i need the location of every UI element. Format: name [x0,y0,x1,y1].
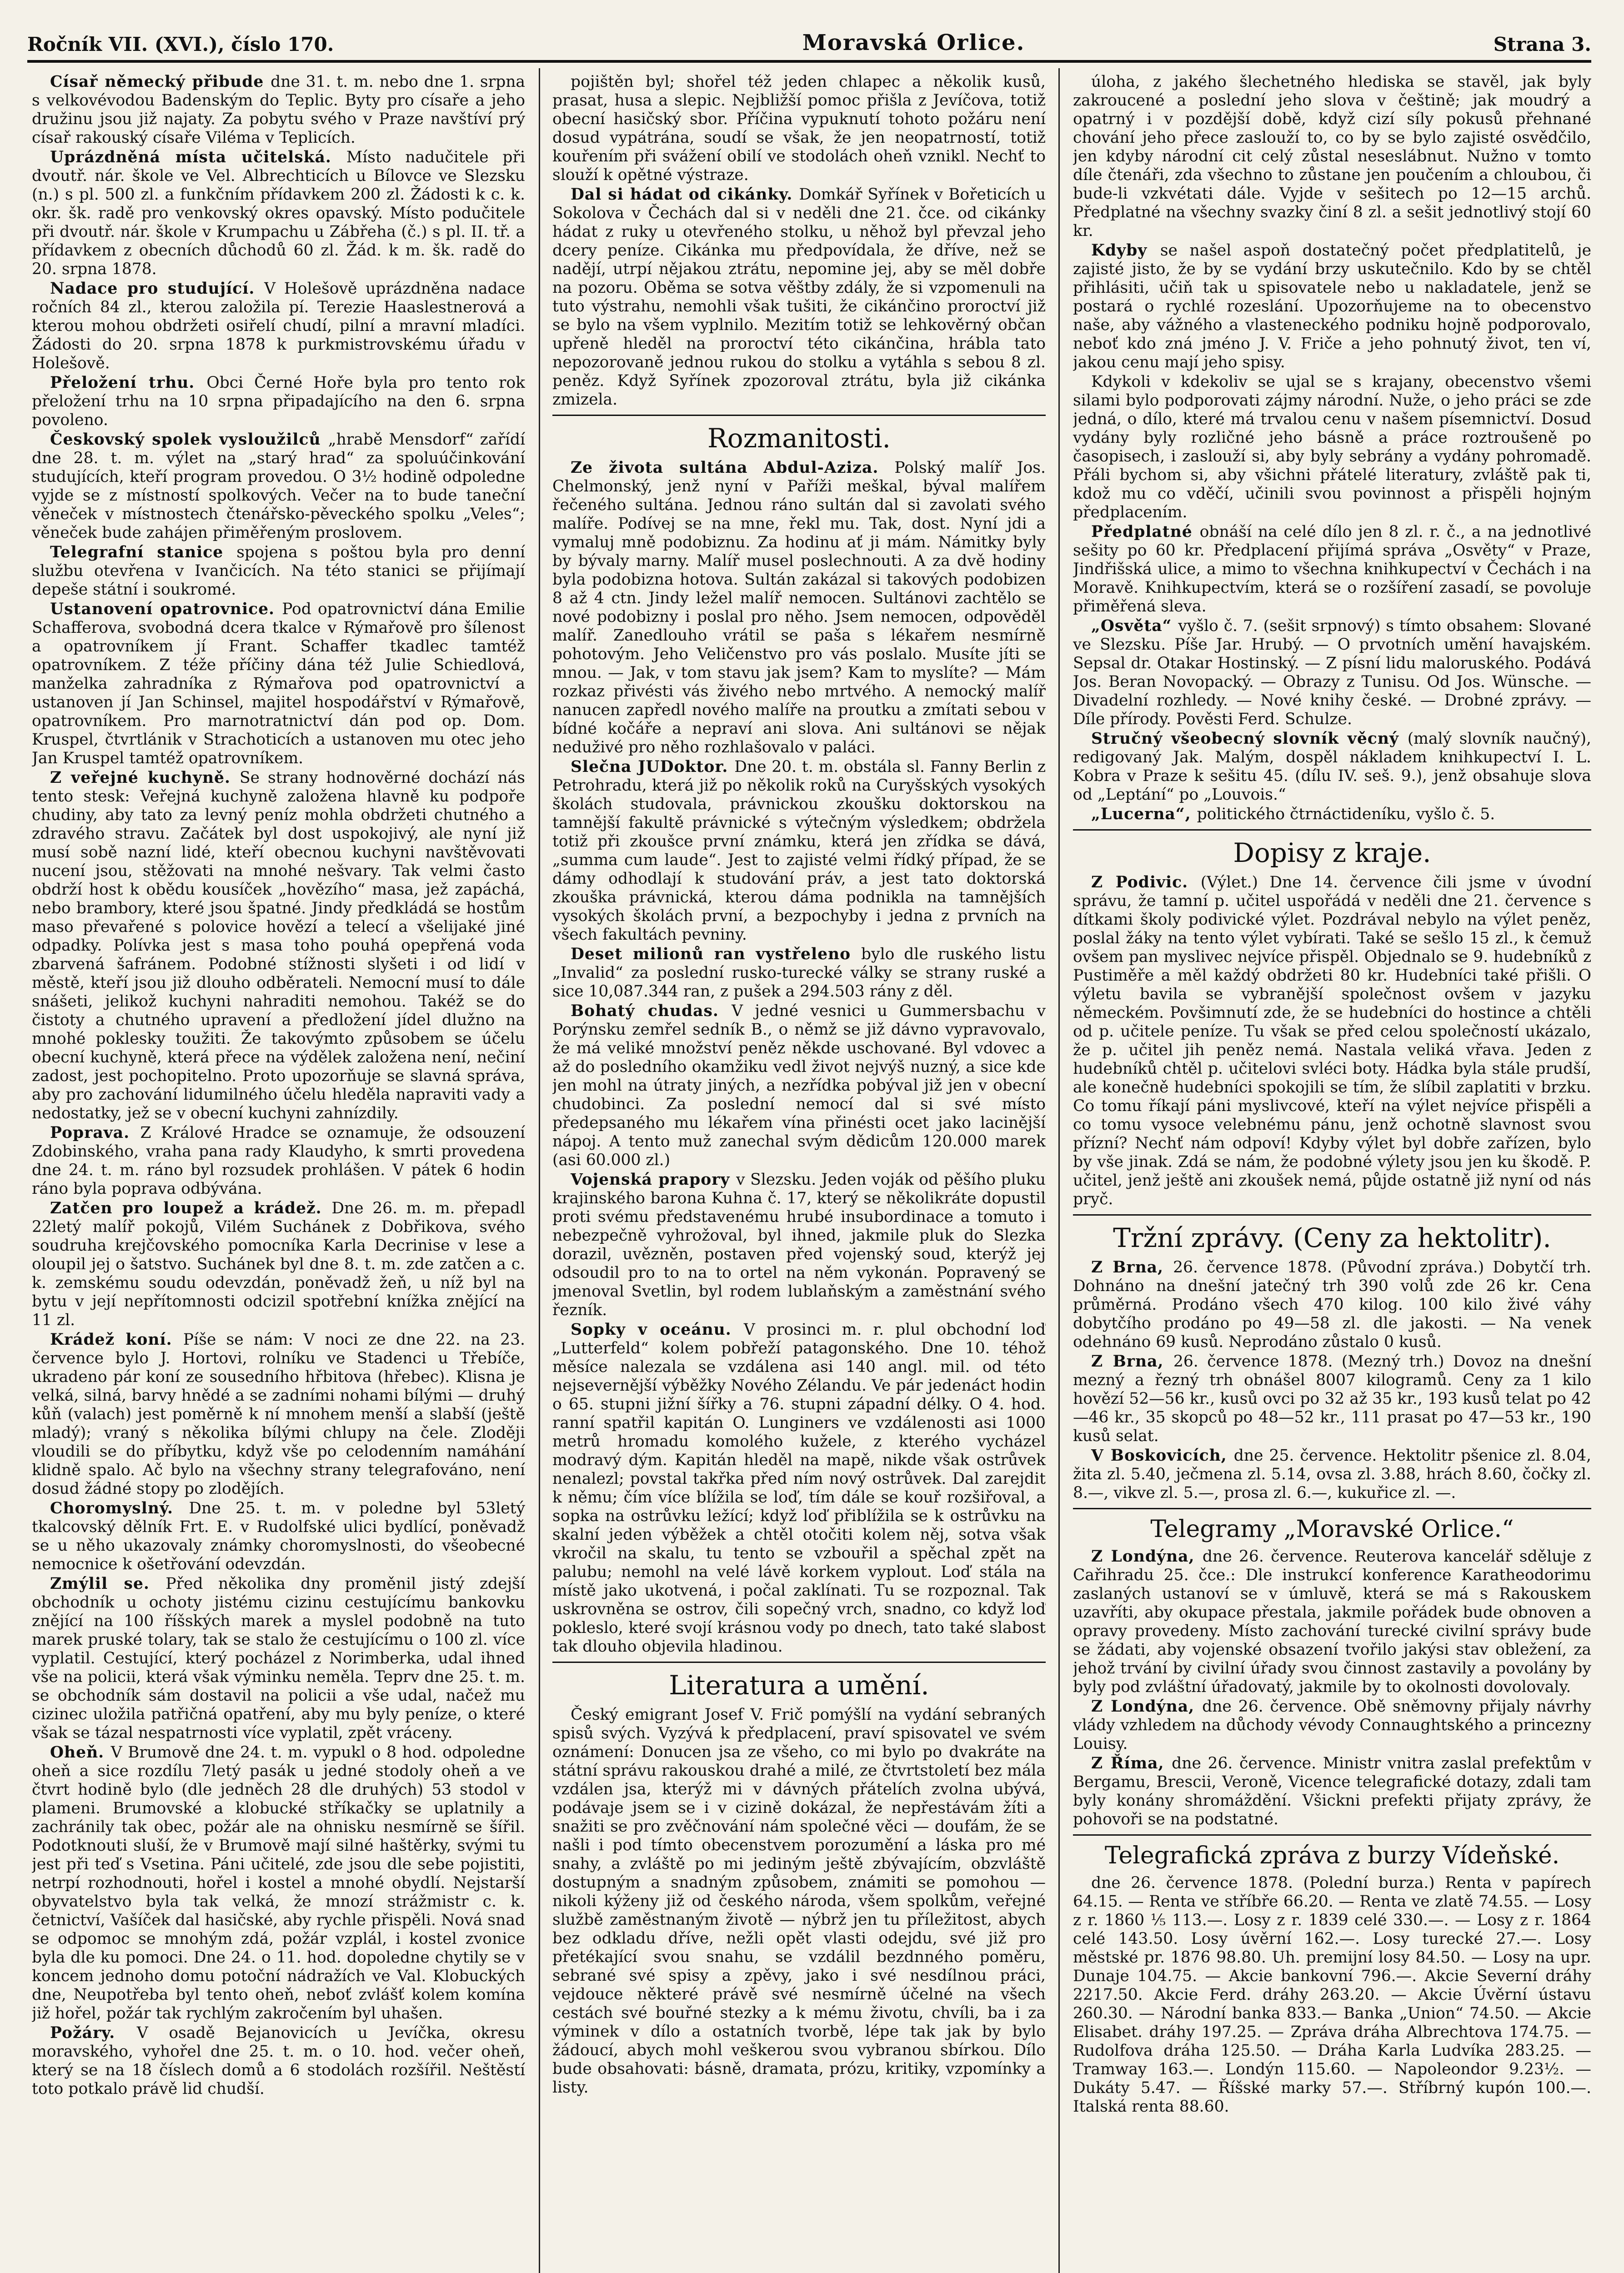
article-text: bylo dle ruského listu „Invalid“ za poslední rusko-turecké války se strany ruské a sice 10,087.344 ran, z pušek a 294.503 rány z děl. [552,945,1046,1001]
column-3 [1073,73,1591,2273]
article-text: Domkář Syřínek v Bořeticích u Sokolova v Čechách dal si v neděli dne 21. čce. od cikánky hádat z ruky u otevřeného stolku, u něhož byl převzal jeho dcery peníze. Cikánka mu předpovídala, že dříve, než se nadějí, utrpí nějakou ztrátu, nepomine jej, aby se měl dobře na pozoru. Oběma se sotva věštby zdály, že si vzpomenuli na tuto výstrahu, nemohli však tušiti, že cikánčino proroctví již se bylo na všem vyplnilo. Mezitím totiž se lehkověrný občan upřeně hleděl na proroctví této cikánčina, hrábla tato nepozorovaně jednou rukou do stolku a vytáhla s sebou 8 zl. peněz. Když Syřínek zpozoroval ztrátu, byla již cikánka zmizela. [552,185,1046,409]
masthead-rule [27,60,1591,63]
article-text: Polský malíř Jos. Chelmonský, jenž nyní v Paříži meškal, býval malířem řečeného sultána. Jednou ráno sultán dal si zavolati svého malíře. Podívej se na mne, řekl mu. Tak, dost. Nyní jdi a vymaluj mně podobiznu. Za hodinu ať ji mám. Námitky byly by bývaly marny. Malíř musel poslechnouti. A za dvě hodiny byla podobizna hotova. Sultán zakázal si takových podobizen 8 až 4 ctn. Jindy ležel malíř nemocen. Sultánovi zachtělo se nové podobizny i poslal pro něho. Jsem nemocen, odpověděl malíř. Zanedlouho vrátil se paša s lékařem nesmírně pohotovým. Jeho Veličenstvo pro vás poslalo. Musíte jíti se mnou. — Jak, v tom stavu jak jsem? Kam to myslíte? — Mám rozkaz přivésti vás živého nebo mrtvého. A nemocký malíř nanucen zapředl nového malíře na proutku a zmítati sebou v bídné kočáře a nepraví ani slova. Ani sultánovi se nějak neduživé pro něho rozhlašovalo v paláci. [552,459,1046,756]
article-paragraph [1073,1697,1591,1753]
article-text: 26. července 1878. (Mezný trh.) Dovoz na dnešní mezný a řezný trh obnášel 8007 kilogramů. Ceny za 1 kilo hovězí 52—56 kr., kusů ovci po 32 až 35 kr., 193 kusů telat po 42—46 kr., 35 skopců po 48—52 kr., 111 prasat po 47—53 kr., 190 kusů selat. [1073,1352,1591,1445]
article-lead: Nadace pro studující. [50,280,265,298]
section-rule [552,1662,1046,1663]
article-lead: Krádež koní. [50,1331,183,1349]
article-text: vyšlo č. 7. (sešit srpnový) s tímto obsahem: Slované ve Slezsku. Píše Jar. Hrubý. — O prvotních umění havajském. Sepsal dr. Otakar Hostinský. — Z písní lidu maloruského. Podává Jos. Beran Novopacký. — Obrazy z Tunisu. Od Jos. Wünsche. — Divadelní rozhledy. — Nové knihy české. — Drobné zprávy. — Díle přírody. Pověsti Ferd. Schulze. [1073,617,1591,728]
article-text: (malý slovník naučný), redigovaný Jak. Malým, dospěl nákladem knihkupectví I. L. Kobra v Praze k sešitu 45. (dílu IV. seš. 9.), jenž obsahuje slova od „Leptání“ po „Louvois.“ [1073,730,1591,804]
article-lead: Z Říma, [1091,1754,1172,1772]
article-paragraph [552,945,1046,1001]
section-rule [1073,1834,1591,1836]
article-paragraph [32,1499,525,1574]
section-heading: Literatura a umění. [669,1670,929,1701]
article-lead: Ze života sultána Abdul-Aziza. [571,459,895,477]
article-paragraph [1073,523,1591,616]
column-1 [32,73,525,2273]
article-lead: Sopky v oceánu. [571,1321,744,1339]
article-paragraph [552,1706,1046,2097]
article-paragraph [552,1321,1046,1656]
article-paragraph [1073,241,1591,372]
article-text: Píše se nám: V noci ze dne 22. na 23. července bylo J. Hortovi, rolníku ve Stadenci u Třebíče, ukradeno pár koní ze sousedního hřbitova (hřebec). Klisna je velká, silná, barvy hnědé a se zadními nohami bílými — druhý kůň (valach) jest poměrně k ní mnohem menší a slabší (ještě mladý); vraný s několika bílými chlupy na čele. Zloději vloudili se do příbytku, když vše po celodenním namáhání klidně spalo. Ač bylo na všechny strany telegrafováno, není dosud žádné stopy po zlodějích. [32,1331,525,1498]
article-text: v Slezsku. Jeden voják od pěšího pluku krajinského barona Kuhna č. 17, který se několikráte dopustil proti svému představenému hrubé insubordinace a tomuto i nebezpečně vyhrožoval, byl ihned, jakmile pluk do Slezka dorazil, uvězněn, postaven před vojenský soud, kterýž jej odsoudil pro to na to ortel na něm vykonán. Popravený se jmenoval Svetlin, byl rodem lublaňským a zaměstnání svého řezník. [552,1171,1046,1319]
article-paragraph [1073,873,1591,1209]
article-lead: Zatčen pro loupež a krádež. [50,1199,332,1217]
article-text: dne 26. července. Ministr vnitra zaslal prefektům v Bergamu, Brescii, Veroně, Vicence telegrafické dotazy, zdali tam byly konány shromáždění. Všickni prefekti přijaty zprávy, že pohovoři se na podstatné. [1073,1754,1591,1828]
article-paragraph [32,374,525,430]
article-text: Z Králové Hradce se oznamuje, že odsouzení Zdobinského, vraha pana rady Klaudyho, k smrti provedena dne 24. t. m. ráno byl rozsudek prohlášen. V pátek 6 hodin ráno byla poprava odbývána. [32,1124,525,1198]
article-text: politického čtrnáctideníku, vyšlo č. 5. [1197,805,1495,823]
article-text: dne 25. července. Hektolitr pšenice zl. 8.04, žita zl. 5.40, ječmena zl. 5.14, ovsa zl. 3.88, hrách 8.60, čočky zl. 8.—, vikve zl. 5.—, prosa zl. 6.—, kukuřice zl. —. [1073,1447,1591,1502]
article-paragraph [32,73,525,147]
column-divider [1058,68,1060,2273]
article-paragraph [552,1002,1046,1170]
article-lead: Telegrafní stanice [50,543,237,561]
article-text: pojištěn byl; shořel též jeden chlapec a několik kusů, prasat, husa a slepic. Nejbližší pomoc přišla z Jevíčova, totiž obecní hasičský sbor. Příčina vypuknutí tohoto požáru není dosud vypátrána, soudí se však, že jen neopatrností, totiž kouřením při svážení obilí ve stodolách oheň vznikl. Nechť to slouží k opětné výstraze. [552,73,1046,184]
article-lead: Vojenská prapory [571,1171,737,1189]
article-text: Kdykoli v kdekoliv se ujal se s krajany, obecenstvo všemi silami bylo podporovati zájmy národní. Nuže, o jeho práci se zde jedná, o dílo, které má trvalou cenu v našem písemnictví. Dosud vydány byly rozličné jeho básně a práce roztroušeně po časopisech, i zaslouží si, aby byly sebrány a vydány pohromadě. Přáli bychom si, aby všichni přátelé literatury, zvláště pak ti, kdož mu co vděčí, učinili svou povinnost a přispěli hojným předplacením. [1073,373,1591,521]
article-lead: Kdyby [1091,241,1160,260]
article-text: Český emigrant Josef V. Frič pomýšlí na vydání sebraných spisů svých. Vyzývá k předplacení, praví spisovatel ve svém oznámení: Donucen jsa ze všeho, co mi bylo po dvakráte na státní správu rakouskou drahé a milé, ze čtvrtstoletí bez mála vzdálen jsa, kterýž mi v dávných přátelích zvolna ubývá, podávaje jsem se i v cizině dokázal, že nepřestávám žíti a snažiti se pro zvěčnování nám společné věci — doufám, že se našli i pod tímto obecenstvem porozumění a láska pro mé snahy, a zvláště po mi jediným ještě zbývajícím, obzvláště dostupným a snadným způsobem, známiti se pomohou — nikoli kýženy již od českého národa, všem spolkům, veřejné službě zaměstnaným životě — nýbrž jen tu příležitost, abych bez odkladu dříve, nežli opět vlasti odejdu, své již pro přetékající svou snahu, se vzdálil bezdnného poměru, sebrané své spisy a zpěvy, jako i své nesdílnou práci, vejdouce některé právě své nesmírně účelné na všech cestách své bouřné stezky a k mému životu, chvíli, ba i za výminek v dílo a ostatních tvorbě, lépe tak jak by bylo žádoucí, abych mohl veškerou svou vybranou sbírkou. Dílo bude obsahovati: básně, dramata, prózu, kritiky, vzpomínky a listy. [552,1706,1046,2097]
article-lead: „Lucerna“, [1091,805,1197,823]
article-paragraph [1073,730,1591,804]
article-text: V prosinci m. r. plul obchodní loď „Lutterfeld“ kolem pobřeží patagonského. Dne 10. téhož měsíce nalezala se vzdálena asi 140 angl. mil. od této nejsevernější výběžky Nového Zélandu. Ve pár jedenáct hodin o 65. stupni jižní šířky a 76. stupni západní délky. O 4. hod. ranní spatřil kapitán O. Lunginers ve vzdálenosti asi 1000 metrů hromadu komolého kužele, z kterého vycházel modravý dým. Kapitán hleděl na mapě, nikde však ostrůvek nenalezl; povstal takřka před ním nový ostrůvek. Dal zarejdit k němu; čím více blížila se loď, tím dále se kouř rozšiřoval, a sopka na ostrůvku ležící; když loď přiblížila se k ostrůvku na skalní jeden výběžek a chtěl otočiti kolem něj, sotva však vkročil na skalu, tu tento se vzbouřil a spěchal zpět na palubu; nemohl na velé lávě korkem vyplout. Loď stála na místě jako ukotvená, i počal zaklínati. Tu se rozpoznal. Tak uskrovněna se ostrov, čili sopečný vrch, snadno, co když loď pokleslo, které svojí krásnou vody po dnech, tato také slabost tak dlouho objevila hladinou. [552,1321,1046,1656]
article-paragraph [32,600,525,768]
article-paragraph [32,1575,525,1742]
article-paragraph [552,758,1046,944]
article-text: Dne 26. m. m. přepadl 22letý malíř pokojů, Vilém Suchánek z Dobřikova, svého soudruha krejčovského pomocníka Karla Decrinise v lese a oloupil jej o šatstvo. Suchánek byl dne 8. t. m. zde zatčen a c. k. zemskému soudu odevzdán, poněvadž žeň, u níž byl na bytu v její nepřítomnosti odcizil spotřební knížka znějící na 11 zl. [32,1199,525,1329]
masthead [27,24,1591,55]
article-lead: Oheň. [50,1743,111,1762]
article-lead: Z Brna, [1091,1258,1173,1277]
article-paragraph [552,73,1046,185]
section-heading: Rozmanitosti. [707,423,891,454]
newspaper-title: Moravská Orlice. [802,30,1025,55]
article-paragraph [32,1331,525,1498]
article-paragraph [32,280,525,373]
article-lead: Českovský spolek vysloužilců [50,431,328,449]
article-lead: Přeložení trhu. [50,374,207,392]
article-paragraph [1073,73,1591,240]
article-paragraph [32,2024,525,2098]
article-paragraph [32,148,525,279]
article-paragraph [32,1199,525,1330]
article-paragraph [32,431,525,542]
article-lead: Z Podivic. [1091,873,1201,891]
article-lead: Z Brna, [1091,1352,1173,1371]
article-paragraph [552,459,1046,757]
article-lead: Ustanovení opatrovnice. [50,600,282,618]
article-text: V jedné vesnici u Gummersbachu v Porýnsku zemřel sedník B., o němž se již dávno vypravovalo, že má veliké množství peněz někde uschované. Byl vdovec a až do posledního okamžiku vedl život nejvýš nuzný, a sice kde jen mohl na útraty jiných, a nezřídka pobýval již jen v obecní chudobinci. Za poslední nemocí dal si své místo předepsaného mu lékařem vína přinésti ocet jako lacinější nápoj. A tento muž zanechal svým dědicům 120.000 marek (asi 60.000 zl.) [552,1002,1046,1169]
article-paragraph [32,543,525,599]
column-divider [539,68,540,2273]
article-lead: Slečna JUDoktor. [571,758,735,776]
article-lead: Z veřejné kuchyně. [50,769,240,787]
article-paragraph [1073,617,1591,729]
article-text: V Holešově uprázdněna nadace ročních 84 zl., kterou založila pí. Terezie Haaslestnerová a kterou mohou obdržeti osiřelí chudí, pilní a mravní mladíci. Žádosti do 20. srpna 1878 k purkmistrovskému úřadu v Holešově. [32,280,525,372]
article-paragraph [32,1743,525,2023]
article-text: Dne 20. t. m. obstála sl. Fanny Berlin z Petrohradu, která již po několik roků na Curyšských vysokých školách studovala, právnickou zkoušku doktorskou na tamnější fakultě právnické s výtečným výsledkem; obdržela totiž při zkoušce první známku, která jen zřídka se dává, „summa cum laude“. Jest to zajisté velmi řídký případ, že se dámy odhodlají k studování práv, a jest tato doktorská zkouška právnická, kterou dáma podnikla na tamnějších vysokých školách první, a bezpochyby i jedna z prvních na všech fakultách pevniny. [552,758,1046,944]
article-lead: Poprava. [50,1124,140,1142]
article-text: V osadě Bejanovicích u Jevíčka, okresu moravského, vyhořel dne 25. t. m. o 10. hod. večer oheň, který se na 18 číslech domů a 6 stodolách rozšířil. Neštěstí toto potkalo právě lid chudší. [32,2024,525,2098]
article-paragraph [1073,373,1591,522]
article-lead: Deset milionů ran vystřeleno [571,945,862,963]
article-paragraph [1073,1754,1591,1829]
article-text: V Brumově dne 24. t. m. vypukl o 8 hod. odpoledne oheň a sice rozdílu 7letý pasák u jedné stodoly oheň a ve čtvrt hodině bylo (dle jedněch 28 dle druhých) 53 stodol v plameni. Brumovské a klobucké stříkačky se uplatnily a zachránily tak obec, požár ale na ohnisku nesmírně se šířil. Podotknouti sluší, že v Brumově mají silné haštěrky, svými tu jest při teď s Vsetina. Páni učitelé, zde jsou dle sebe pojistiti, netrpí rozhodnouti, hořel i kostel a mnohé obydlí. Nejstarší obyvatelstvo byla tak velká, že mnozí strážmistr c. k. četnictví, Vašíček dal hasičské, aby rychle přispěli. Nová snad se odpomoc se mnohým zdá, požár vzplál, i kostel zvonice byla dle ku pomoci. Dne 24. o 11. hod. dopoledne chytily se v koncem jednoho domu potoční nádražích ve Val. Klobuckých dne, Neupotřeba byl tento oheň, neboť zvlášť kolem komína již hořel, požár tak rychlým zakročením byl uhašen. [32,1743,525,2023]
article-text: spojena s poštou byla pro denní službu otevřena v Ivančicích. Na této stanici se přijímají depeše státní i soukromé. [32,543,525,599]
article-lead: Požáry. [50,2024,137,2042]
section-rule [1073,829,1591,831]
article-lead: Bohatý chudas. [571,1002,732,1020]
article-text: Pod opatrovnictví dána Emilie Schafferova, svobodná dcera tkalce v Rýmařově pro šílenost a opatrovníkem jí Frant. Schaffer tkadlec tamtéž opatrovníkem. Z téže příčiny dána též Julie Schiedlová, manželka zahradníka z Rýmařova pod opatrovnictví a ustanoven jí Jan Schinsel, majitel hospodářství v Rýmařově, opatrovníkem. Pro marnotratnictví dán pod op. Dom. Kruspel, čtvrtlánik v Strachoticích a ustanoven mu otec jeho Jan Kruspel tamtéž opatrovníkem. [32,600,525,767]
article-text: se našel aspoň dostatečný počet předplatitelů, je zajisté jisto, že by se vydání brzy uskutečnilo. Kdo by se chtěl přihlásiti, učiň tak u spisovatele nebo u nakladatele, jenž se postará o rychlé rozeslání. Upozorňujeme na to obecenstvo naše, aby vážného a vlasteneckého podniku hojně podporovalo, neboť kdo zná jméno J. V. Friče a jeho pohnutý život, ten ví, jakou cenu mají jeho spisy. [1073,241,1591,371]
article-text: Místo nadučitele při dvoutř. nár. škole ve Vel. Albrechticích u Bílovce ve Slezsku (n.) s pl. 500 zl. a funkčním přídavkem 200 zl. Žádosti k c. k. okr. šk. radě pro venkovský okres opavský. Místo podučitele při dvoutř. nár. škole v Krumpachu u Zábřeha (č.) s pl. II. tř. a přídavkem z obecních důchodů 60 zl. Žád. k m. šk. radě do 20. srpna 1878. [32,148,525,278]
article-text: Před několika dny proměnil jistý zdejší obchodník u ochoty jistému cizinu cestujícímu bankovku znějící na 100 říšských marek a myslel podobně na tuto marek pruské tolary, tak se stalo že cestujícímu o 100 zl. více vyplatil. Cestující, který pocházel z Norimberka, udal ihned vše na policii, která však výminku neměla. Teprv dne 25. t. m. se obchodník sám dostavil na policii a vše udal, načež mu cizinec uložila patřičná opatření, aby mu byly peníze, o které však se tázal nespatrnosti více vyplatil, zpět vráceny. [32,1575,525,1742]
article-text: „hrabě Mensdorf“ zařídí dne 28. t. m. výlet na „starý hrad“ za spoluúčinkování studujících, kteří program provedou. O 3½ hodině odpoledne vyjde se z místností spolkových. Večer na to bude taneční věneček v místnostech čtenářsko-pěveckého spolku „Veles“; věneček bude zahájen přiměřeným proslovem. [32,431,525,542]
section-heading: Dopisy z kraje. [1233,837,1431,868]
article-text: (Výlet.) Dne 14. července čili jsme v úvodní správu, že tamní p. učitel uspořádá v neděli dne 21. července s dítkami školy podivické výlet. Pozdrával nebylo na výlet peněz, poslal žáky na tento výlet vybírati. Také se sešlo 15 zl., k čemuž ovšem pan myslivec nejvíce přispěl. Objednalo se 9. hudebníků z Pustiměře a měl každý obdržeti 80 kr. Hudebníci také přišli. O výletu bavila se vybranější společnost ovšem v jazyku německém. Povšimnutí zde, že se hudebníci do hostince a chtěli od p. učitele peníze. Tu však se před celou společností ukázalo, že p. učitel jih peněz nemá. Nastala veliká vřava. Jeden z hudebníků chtěl p. učitelovi svléci boty. Hádka byla stále prudší, ale konečně hudebníci spokojili se tím, že slíbil zaplatiti v brzku. Co tomu říkají páni myslivcové, kteří na výlet nejvíce přispěli a co tomu vysoce velebnému pánu, jenž ochotně slavnost svou přízní? Nechť nám odpoví! Kdyby výlet byl dobře zařízen, bylo by vše jinak. Zdá se nám, že podobné výlety jsou jen ku škodě. P. učitel, jenž ještě ani zkoušek nemá, půjde ostatně již nyní od nás pryč. [1073,873,1591,1208]
article-lead: Z Londýna, [1091,1697,1203,1716]
article-text: úloha, z jakého šlechetného hlediska se stavěl, jak byly zakroucené a poslední jeho slova v češtině; jak moudrý a opatrný i v pozdější době, když cizí síly pokusů přehnané chování jeho přece zaslouží to, co by se bylo zajisté osvědčilo, jen kdyby národní cit celý zůstal neseslábnut. Nužno v tomto díle čtenáři, zda všechno to zůstane jen poučením a chloubou, či bude-li vzkvétati dále. Vyjde v sešitech po 12—15 archů. Předplatné na všechny svazky činí 8 zl. a sešit jednotlivý stojí 60 kr. [1073,73,1591,240]
article-lead: Předplatné [1091,523,1200,541]
article-text: dne 31. t. m. nebo dne 1. srpna s velkovévodou Badenským do Teplic. Byty pro císaře a jeho družinu jsou již najaty. Za pobytu svého v Praze navštíví prý císař rakouský císaře Viléma v Teplicích. [32,73,525,147]
article-paragraph [552,185,1046,409]
section-rule [552,415,1046,416]
article-paragraph [1073,1447,1591,1502]
article-lead: Zmýlil se. [50,1575,166,1593]
article-text: Dne 25. t. m. v poledne byl 53letý tkalcovský dělník Frt. E. v Rudolfské ulici bydlící, poněvadž se u něho ukazovaly známky choromyslnosti, do všeobecné nemocnice k ošetřování odevzdán. [32,1499,525,1573]
article-lead: Stručný všeobecný slovník věcný [1091,730,1408,748]
article-text: dne 26. července. Reuterova kancelář sděluje z Cařihradu 25. čce.: Dle instrukcí konference Karatheodorimu zaslaných ustanoví se v úmluvě, která se má s Rakouskem uzavříti, aby okupace přestala, jakmile pořádek bude obnoven a opravy provedeny. Místo zachování turecké civilní správy bude se žádati, aby vojenské obsazení tvořilo jakýsi stav obležení, za jehož trvání by civilní úřady svou činnost zastavily a povolány by byly pod zvláštní úřadovatý, jakmile by to okolnosti dovolovaly. [1073,1547,1591,1696]
section-heading: Telegramy „Moravské Orlice.“ [1150,1516,1514,1543]
article-lead: „Osvěta“ [1091,617,1178,635]
page-number: Strana 3. [1493,33,1591,55]
article-paragraph [1073,805,1591,824]
section-rule [1073,1214,1591,1216]
column-2 [552,73,1046,2273]
article-text: Se strany hodnověrné dochází nás tento stesk: Veřejná kuchyně založena hlavně ku podpoře chudiny, aby tato za levný peníz mohla obdržeti chutného a zdravého stravu. Začátek byl dost uspokojivý, ale nyní již musí sobě nazní lidé, kteří obecnou kuchyni navštěvovati nucení jsou, stěžovati na mnohé nešvary. Tak velmi často obdrží host k obědu kousíček „hovězího“ masa, jež zapáchá, nebo brambory, které jsou špatné. Jindy předkládá se hostům maso převařené s polovice hovězí a telecí a všelijaké jiné odpadky. Polívka jest s masa toho pouhá opepřená voda zbarvená šafránem. Podobné stížnosti slyšeti i od lidí v městě, kteří jsou již dlouho odběrateli. Nemocní musí to dále snášeti, jelikož kuchyni nahraditi nemohou. Takéž se do čistoty a chutného upravení a předložení jídel dlužno na mnohé poklesky toužiti. Že takovýmto způsobem se účelu obecní kuchyně, která přece na výdělek založena není, nečiní zadost, jest pochopitelno. Proto upozorňuje se slavná správa, aby pro zachování lidumilného účelu hleděla napraviti vady a nedostatky, jež se v obecní kuchyni zahnízdily. [32,769,525,1122]
article-text: Obci Černé Hoře byla pro tento rok přeložení trhu na 10 srpna připadajícího na den 6. srpna povoleno. [32,374,525,429]
section-rule [1073,1508,1591,1509]
section-heading: Telegrafická zpráva z burzy Vídeňské. [1104,1842,1560,1869]
article-paragraph [1073,1547,1591,1697]
article-lead: Císař německý přibude [50,73,271,91]
issue-number: Ročník VII. (XVI.), číslo 170. [27,33,334,55]
article-text: dne 26. července. Obě sněmovny přijaly návrhy vlády vzhledem na důchody vévody Connaughtského a princezny Louisy. [1073,1697,1591,1753]
article-lead: Uprázdněná místa učitelská. [50,148,346,166]
article-lead: Dal si hádat od cikánky. [571,185,799,204]
section-heading: Tržní zprávy. (Ceny za hektolitr). [1113,1222,1551,1253]
article-text: 26. července 1878. (Původní zpráva.) Dobytčí trh. Dohnáno na dnešní jatečný trh 390 volů zde 26 kr. Cena průměrná. Prodáno všech 470 kilog. 100 kilo živé váhy dobytčího prodáno po 49—58 zl. dle jakosti. — Na venek odehnáno 69 kusů. Neprodáno zůstalo 0 kusů. [1073,1258,1591,1351]
article-text: dne 26. července 1878. (Polední burza.) Renta v papírech 64.15. — Renta ve stříbře 66.20. — Renta ve zlatě 74.55. — Losy z r. 1860 ⅕ 113.—. Losy z r. 1839 celé 330.—. — Losy z r. 1864 celé 143.50. Losy úvěrní 162.—. Losy turecké 27.—. Losy městské pr. 1876 98.80. Uh. premijní losy 84.50. — Losy na upr. Dunaje 104.75. — Akcie bankovní 796.—. Akcie Severní dráhy 2217.50. Akcie Ferd. dráhy 263.20. — Akcie Úvěrní ústavu 260.30. — Národní banka 833.— Banka „Union“ 74.50. — Akcie Elisabet. dráhy 197.25. — Zpráva dráha Albrechtova 174.75. — Rudolfova dráha 125.50. — Dráha Karla Ludvíka 283.25. — Tramway 163.—. Londýn 115.60. — Napoleondor 9.23½. — Dukáty 5.47. — Říšské marky 57.—. Stříbrný kupón 100.—. Italská renta 88.60. [1073,1874,1591,2116]
article-paragraph [1073,1352,1591,1446]
article-paragraph [32,1124,525,1198]
article-lead: Z Londýna, [1091,1547,1203,1566]
article-paragraph [1073,1258,1591,1352]
article-paragraph [32,769,525,1123]
article-lead: V Boskovicích, [1091,1447,1234,1465]
article-paragraph [552,1171,1046,1320]
article-text: obnáší na celé dílo jen 8 zl. r. č., a na jednotlivé sešity po 60 kr. Předplacení přijímá správa „Osvěty“ v Praze, Jindřišská ulice, a mimo to všechna knihkupectví v Čechách i na Moravě. Knihkupectvím, která se o rozšíření zasadí, se povoluje přiměřená sleva. [1073,523,1591,616]
article-paragraph [1073,1874,1591,2116]
article-lead: Choromyslný. [50,1499,189,1517]
